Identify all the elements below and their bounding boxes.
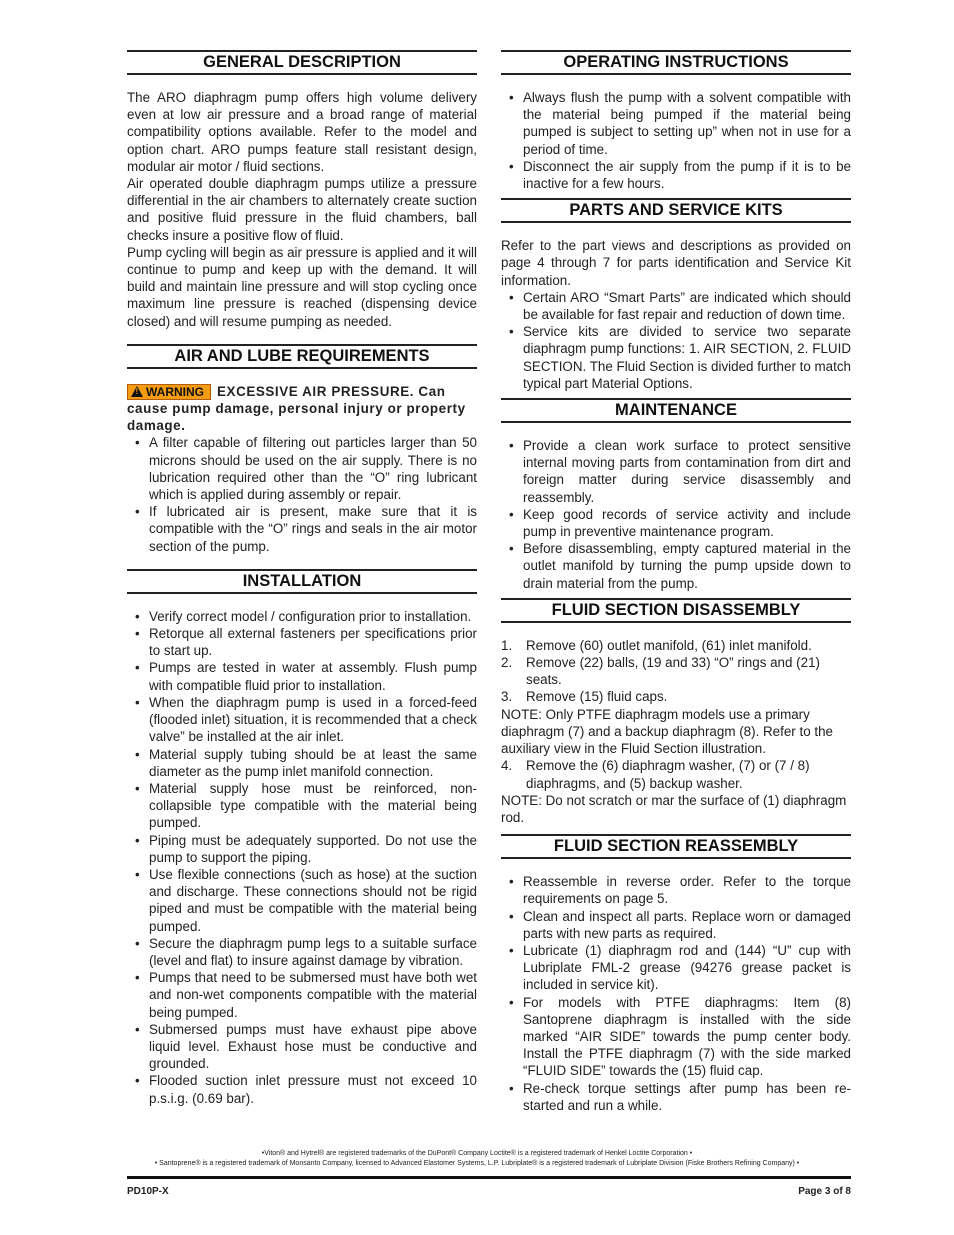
disassembly-note-2: NOTE: Do not scratch or mar the surface of (1) diaphragm rod. [501,792,847,825]
step-number: 4. [501,758,513,774]
parts-list [501,289,851,392]
list-item: • Secure the diaphragm pump legs to a suitable surface (level and flat) to insure against damage by vibration. [127,935,477,969]
list-item: • If lubricated air is present, make sure that it is compatible with the “O” rings and seals in the air motor section of the pump. [127,503,477,555]
installation-list [127,608,477,1107]
step-number: 3. [501,689,513,705]
spacer [127,330,477,344]
warning-label: WARNING [146,384,204,399]
list-item: • Re-check torque settings after pump has been re-started and run a while. [501,1080,851,1114]
page-number: Page 3 of 8 [798,1186,851,1197]
step-item [501,688,851,705]
step-text: Remove the (6) diaphragm washer, (7) or (7 / 8) diaphragms, and (5) backup washer. [526,758,810,791]
warning-triangle-icon: ! [131,386,143,397]
general-paragraph-3: Pump cycling will begin as air pressure is applied and it will continue to pump and keep up with the demand. It will build and maintain line pressure and will stop cycling once maximum line pressure is reached (dispensing device closed) and will resume pumping as needed. [127,244,477,329]
reassembly-list [501,873,851,1114]
list-item: • Certain ARO “Smart Parts” are indicated which should be available for fast repair and reduction of down time. [501,289,851,323]
list-item: • Before disassembling, empty captured material in the outlet manifold by turning the pump upside down to drain material from the pump. [501,540,851,592]
step-item [501,637,851,654]
disassembly-steps [501,637,851,706]
list-item: • Piping must be adequately supported. Do not use the pump to support the piping. [127,832,477,866]
list-item: • Always flush the pump with a solvent compatible with the material being pumped if the material being pumped is subject to setting up” when not in use for a period of time. [501,89,851,158]
list-item: • Clean and inspect all parts. Replace worn or damaged parts with new parts as required. [501,908,851,942]
operating-instructions-heading: OPERATING INSTRUCTIONS [501,50,851,75]
maintenance-list [501,437,851,592]
spacer [501,826,851,834]
list-item: • Pumps that need to be submersed must have both wet and non-wet components compatible with the material being pumped. [127,969,477,1021]
list-item: • Service kits are divided to service two separate diaphragm pump functions: 1. AIR SECTION, 2. FLUID SECTION. The Fluid Section is divided further to match typical part Material Options. [501,323,851,392]
trademark-notes [0,1149,954,1169]
step-item [501,654,851,688]
list-item: • Verify correct model / configuration prior to installation. [127,608,477,625]
maintenance-heading: MAINTENANCE [501,398,851,423]
trademark-line-1: •Viton® and Hytrel® are registered trademarks of the DuPont® Company Loctite® is a registered trademark of Henkel Loctite Corporation • [261,1150,693,1157]
right-column [501,50,851,1114]
step-number: 1. [501,637,513,653]
operating-list [501,89,851,192]
parts-service-kits-heading: PARTS AND SERVICE KITS [501,198,851,223]
step-text: Remove (15) fluid caps. [526,689,668,705]
list-item: • Retorque all external fasteners per specifications prior to start up. [127,625,477,659]
general-paragraph-1: The ARO diaphragm pump offers high volume delivery even at low air pressure and a broad range of material compatibility options available. Refer to the model and option chart. ARO pumps feature stall resistant design, modular air motor / fluid sections. [127,90,477,174]
list-item: • Pumps are tested in water at assembly. Flush pump with compatible fluid prior to installation. [127,659,477,693]
list-item: • Reassemble in reverse order. Refer to the torque requirements on page 5. [501,873,851,907]
list-item: • Keep good records of service activity and include pump in preventive maintenance program. [501,506,851,540]
list-item: • Material supply tubing should be at least the same diameter as the pump inlet manifold connection. [127,746,477,780]
step-number: 2. [501,655,513,671]
air-lube-list [127,434,477,554]
disassembly-note-1: NOTE: Only PTFE diaphragm models use a primary diaphragm (7) and a backup diaphragm (8). Refer to the auxiliary view in the Fluid Section illustration. [501,706,833,757]
list-item: • Use flexible connections (such as hose) at the suction and discharge. These connections should not be rigid piped and must be compatible with the material being pumped. [127,866,477,935]
air-lube-heading: AIR AND LUBE REQUIREMENTS [127,344,477,369]
step-item [501,757,851,791]
list-item: • A filter capable of filtering out particles larger than 50 microns should be used on the air supply. There is no lubrication required other than the “O” ring lubricant which is applied during assembly or repair. [127,434,477,503]
general-description-heading: GENERAL DESCRIPTION [127,50,477,75]
list-item: • Submersed pumps must have exhaust pipe above liquid level. Exhaust hose must be conductive and grounded. [127,1021,477,1073]
warning-statement [127,383,477,435]
list-item: • Material supply hose must be reinforced, non-collapsible type compatible with the material being pumped. [127,780,477,832]
list-item: • When the diaphragm pump is used in a forced-feed (flooded inlet) situation, it is recommended that a check valve” be installed at the air inlet. [127,694,477,746]
fluid-reassembly-heading: FLUID SECTION REASSEMBLY [501,834,851,859]
warning-badge [127,384,211,400]
general-paragraph-2: Air operated double diaphragm pumps utilize a pressure differential in the air chambers to alternately create suction and positive fluid pressure in the fluid chambers, ball checks insure a positive flow of fluid. [127,176,477,243]
step-text: Remove (22) balls, (19 and 33) “O” rings and (21) seats. [526,655,820,688]
list-item: • Flooded suction inlet pressure must not exceed 10 p.s.i.g. (0.69 bar). [127,1072,477,1106]
list-item: • Lubricate (1) diaphragm rod and (144) “U” cup with Lubriplate FML-2 grease (94276 grease packet is included in service kit). [501,942,851,994]
list-item: • For models with PTFE diaphragms: Item (8) Santoprene diaphragm is installed with the side marked “AIR SIDE” towards the pump center body. Install the PTFE diaphragm (7) with the side marked “FLUID SIDE” towards the (15) fluid cap. [501,994,851,1080]
left-column [127,50,477,1107]
disassembly-step-4 [501,757,851,791]
footer-divider [127,1176,851,1179]
parts-intro: Refer to the part views and descriptions as provided on page 4 through 7 for parts identification and Service Kit information. [501,238,851,288]
list-item: • Provide a clean work surface to protect sensitive internal moving parts from contamination from dirt and foreign matter during service disassembly and reassembly. [501,437,851,506]
warning-text: EXCESSIVE AIR PRESSURE. Can cause pump damage, personal injury or property damage. [127,383,466,434]
installation-heading: INSTALLATION [127,569,477,594]
list-item: • Disconnect the air supply from the pump if it is to be inactive for a few hours. [501,158,851,192]
trademark-line-2: • Santoprene® is a registered trademark of Monsanto Company, licensed to Advanced Elastomer Systems, L.P. Lubriplate® is a registered trademark of Lubriplate Division (Fiske Brothers Refining Company) • [154,1160,800,1167]
fluid-disassembly-heading: FLUID SECTION DISASSEMBLY [501,598,851,623]
step-text: Remove (60) outlet manifold, (61) inlet manifold. [526,637,812,653]
document-id: PD10P-X [127,1186,169,1197]
spacer [127,555,477,569]
